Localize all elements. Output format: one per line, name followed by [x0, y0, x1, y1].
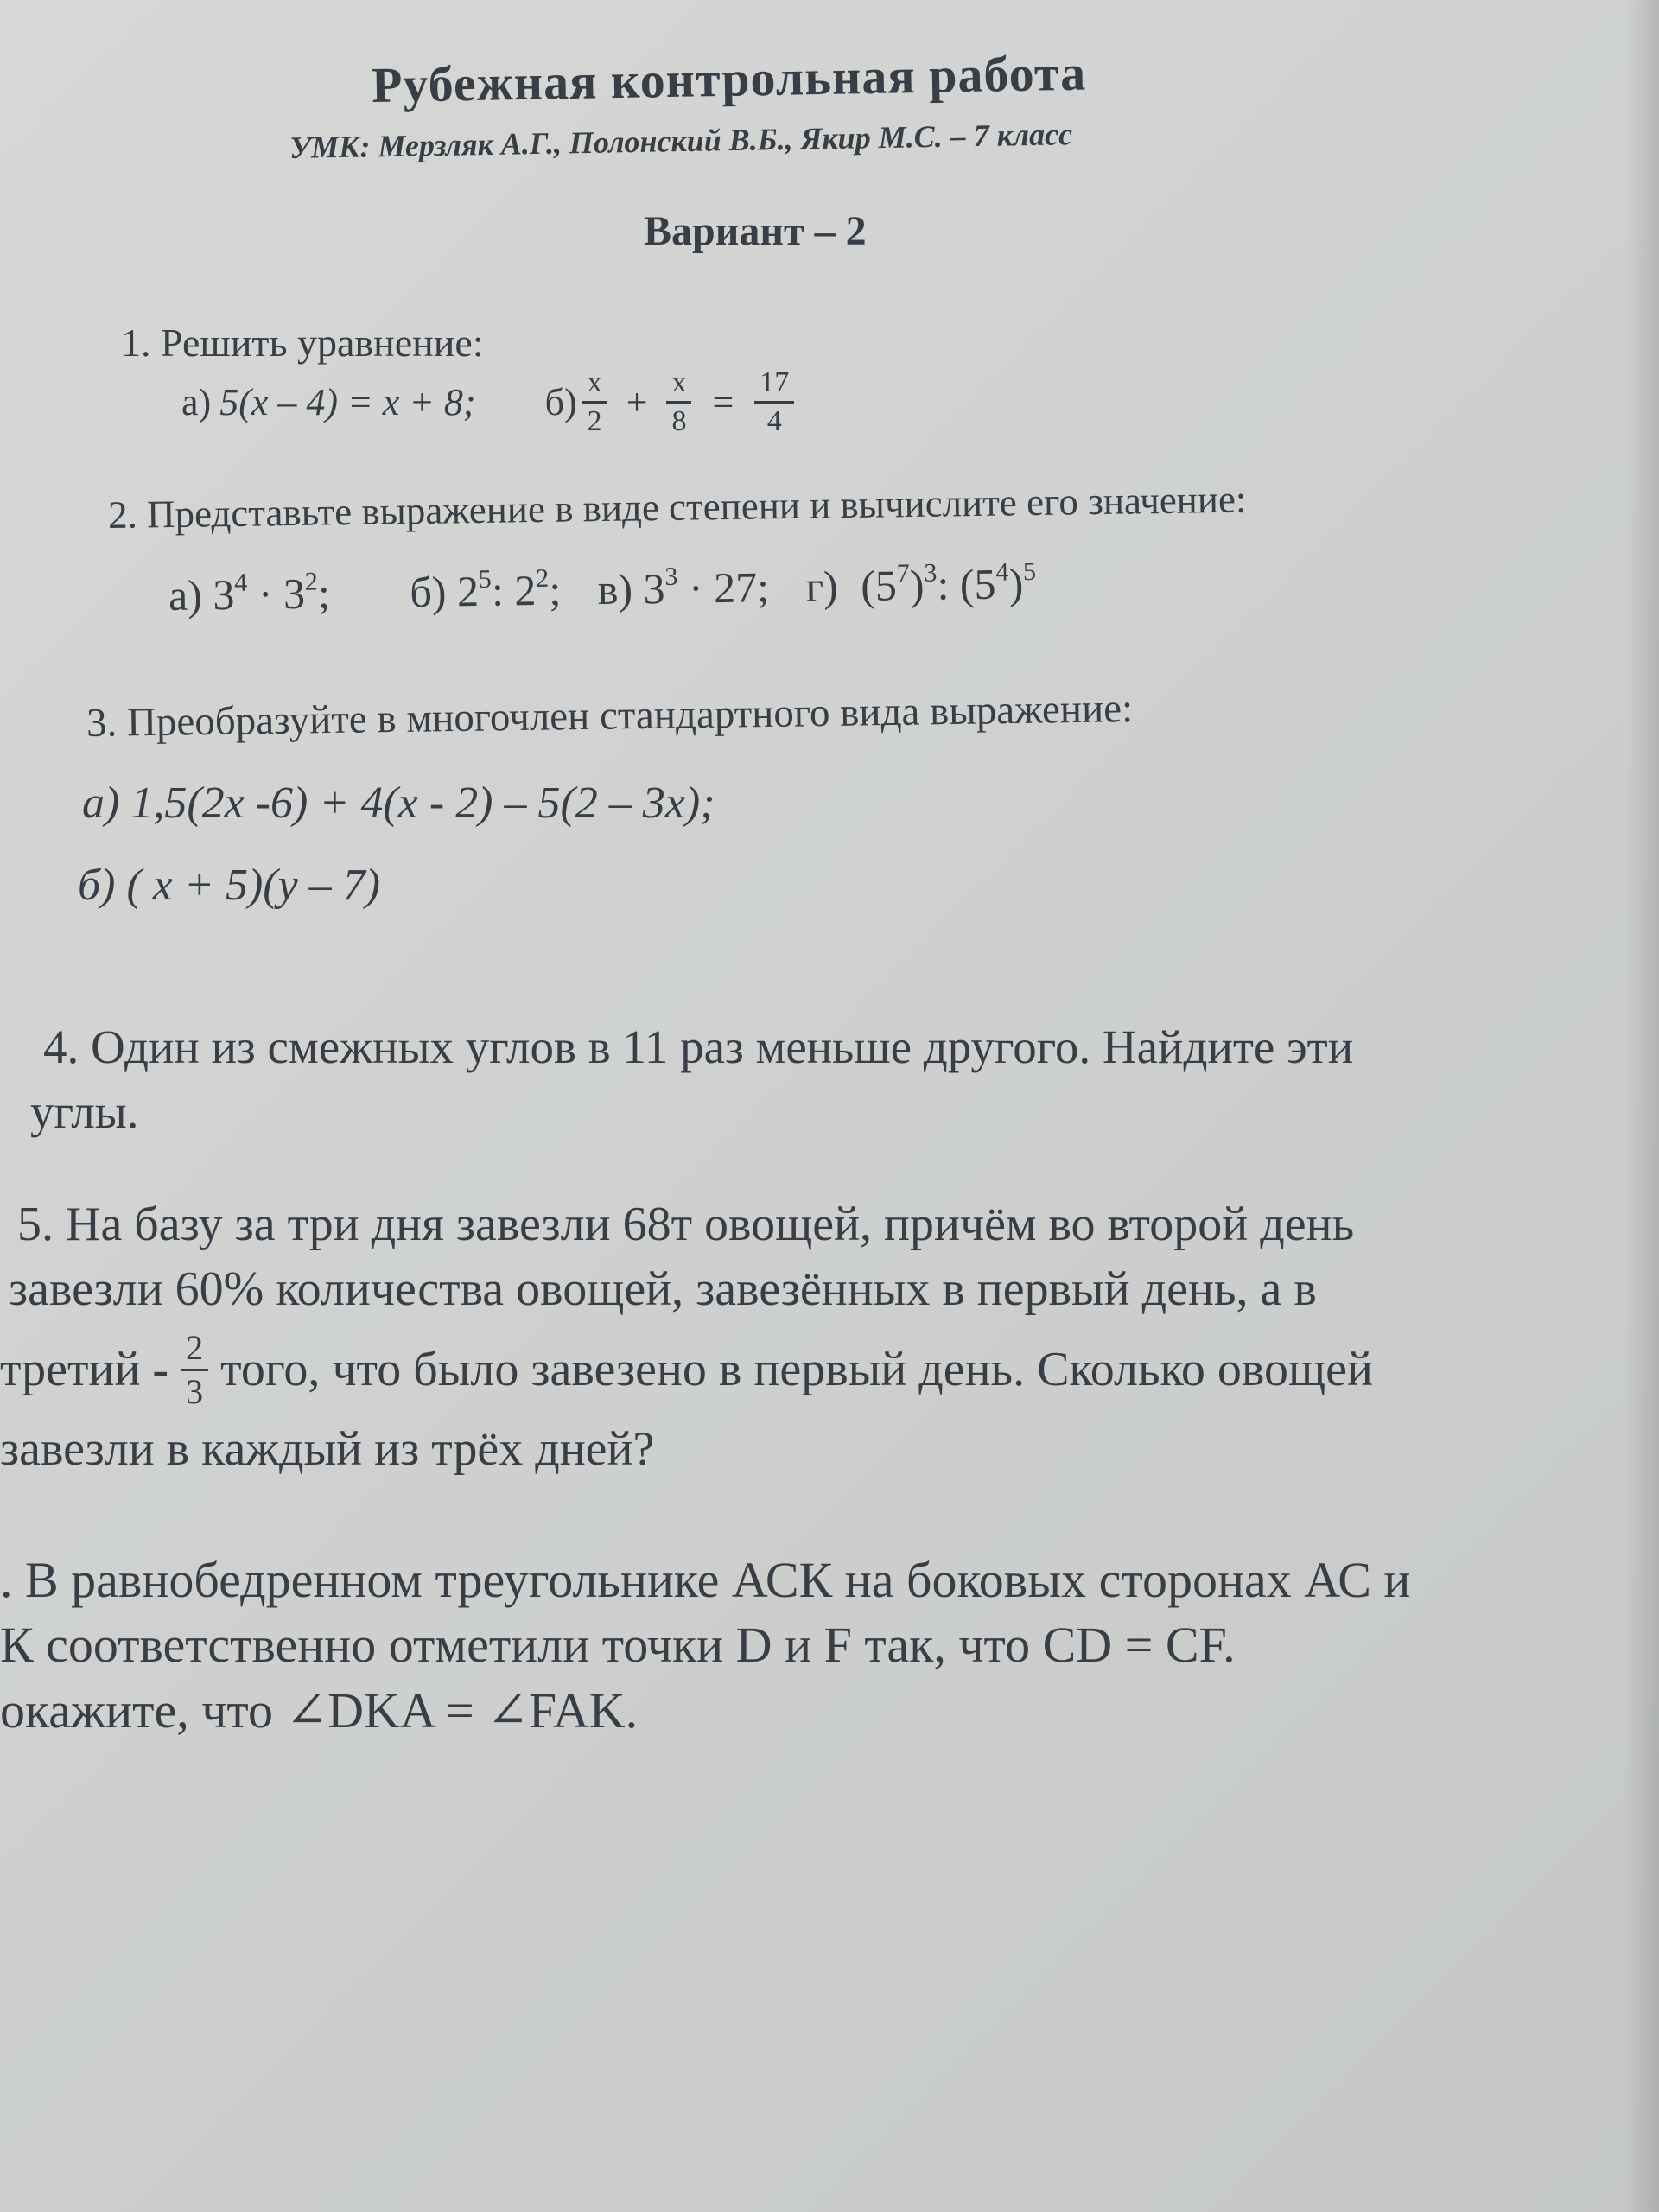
q3-a: а) 1,5(2x -6) + 4(x - 2) – 5(2 – 3x); — [82, 779, 715, 828]
q2-d-part1: (5 — [860, 561, 898, 610]
q2-d-paren2: ) — [1008, 559, 1024, 608]
q2-d-operator: : — [937, 560, 961, 609]
q2-a-base2: 3 — [283, 569, 306, 619]
q2-b-operator: : — [491, 566, 515, 615]
q1-a-label: а) — [181, 380, 212, 423]
page-edge-shadow — [1624, 0, 1659, 2212]
q5-line-3-end: того, что было завезено в первый день. Сколько овощей — [220, 1343, 1373, 1396]
q1-b-equals: = — [712, 380, 734, 423]
q6-line-2: К соответственно отметили точки D и F так, что CD = CF. — [0, 1617, 1236, 1673]
q5-line-3-start: третий - — [0, 1343, 169, 1396]
q5-frac-numerator: 2 — [181, 1331, 208, 1371]
q2-d-exp4: 5 — [1022, 556, 1037, 587]
q1-b-frac1-denominator: 2 — [587, 404, 602, 437]
q2-a-label: а) — [168, 570, 203, 620]
q2-a-exp2: 2 — [304, 567, 319, 596]
q1-equations — [181, 354, 799, 449]
q2-c-rest: · 27; — [677, 563, 770, 613]
q5-line-3 — [0, 1313, 1373, 1426]
q1-a-expression: 5(x – 4) = x + 8; — [219, 380, 476, 423]
q5-line-2: завезли 60% количества овощей, завезённых в первый день, а в — [9, 1262, 1317, 1316]
q2-b-base2: 2 — [513, 566, 537, 615]
q1-b-frac3-denominator: 4 — [766, 404, 782, 437]
q6-line-1: . В равнобедренном треугольнике АСК на боковых сторонах АС и — [0, 1552, 1411, 1608]
q2-d-exp1: 7 — [896, 559, 910, 588]
q5-frac-denominator: 3 — [186, 1371, 204, 1411]
q2-c-exp1: 3 — [664, 562, 678, 591]
q4-line-2: углы. — [30, 1085, 139, 1138]
q1-b-frac2-denominator: 8 — [671, 404, 687, 437]
q2-a-exp1: 4 — [233, 568, 248, 597]
q3-title: 3. Преобразуйте в многочлен стандартного вида выражение: — [86, 686, 1134, 746]
q1-b-frac3-numerator: 17 — [754, 368, 794, 404]
q2-b-exp1: 5 — [478, 564, 493, 594]
q5-line-4: завезли в каждый из трёх дней? — [0, 1422, 655, 1476]
q2-b-exp2: 2 — [535, 563, 550, 594]
q1-b-plus: + — [626, 380, 648, 423]
q2-b-label: б) — [409, 567, 447, 617]
q4-line-1: 4. Один из смежных углов в 11 раз меньше другого. Найдите эти — [43, 1020, 1354, 1073]
q1-b-frac2-numerator: x — [666, 368, 691, 404]
q1-b-fraction-2 — [666, 365, 691, 437]
variant-heading: Вариант – 2 — [644, 208, 867, 254]
q2-d-part2: (5 — [959, 559, 996, 609]
q6-line-3: окажите, что ∠DKA = ∠FAK. — [0, 1682, 639, 1738]
q2-d-exp2: 3 — [924, 558, 938, 588]
q2-title: 2. Представьте выражение в виде степени и вычислите его значение: — [107, 477, 1247, 537]
q2-a-end: ; — [317, 569, 331, 618]
q1-b-fraction-3 — [754, 365, 794, 437]
q2-c-label: в) — [597, 564, 633, 614]
sheet-title: Рубежная контрольная работа — [371, 44, 1087, 113]
q2-a-base1: 3 — [212, 569, 235, 620]
q2-b-end: ; — [548, 565, 562, 614]
q5-line-1: 5. На базу за три дня завезли 68т овощей, причём во второй день — [17, 1198, 1355, 1251]
q2-a-operator: · — [246, 569, 284, 619]
q1-title: 1. Решить уравнение: — [121, 321, 484, 365]
q2-d-exp3: 4 — [995, 557, 1009, 587]
q1-b-frac1-numerator: x — [582, 368, 607, 404]
sheet-subtitle: УМК: Мерзляк А.Г., Полонский В.Б., Якир М.С. – 7 класс — [289, 117, 1073, 165]
q1-b-label: б) — [544, 380, 577, 423]
q2-expressions — [168, 558, 1037, 620]
q5-fraction — [181, 1327, 208, 1411]
q2-d-label: г) — [805, 562, 839, 611]
q2-b-base1: 2 — [456, 566, 480, 616]
q3-b: б) ( x + 5)(y – 7) — [78, 861, 380, 910]
q2-c-base1: 3 — [643, 563, 665, 613]
q2-d-paren1: ) — [909, 560, 925, 610]
q1-b-fraction-1 — [582, 365, 607, 437]
